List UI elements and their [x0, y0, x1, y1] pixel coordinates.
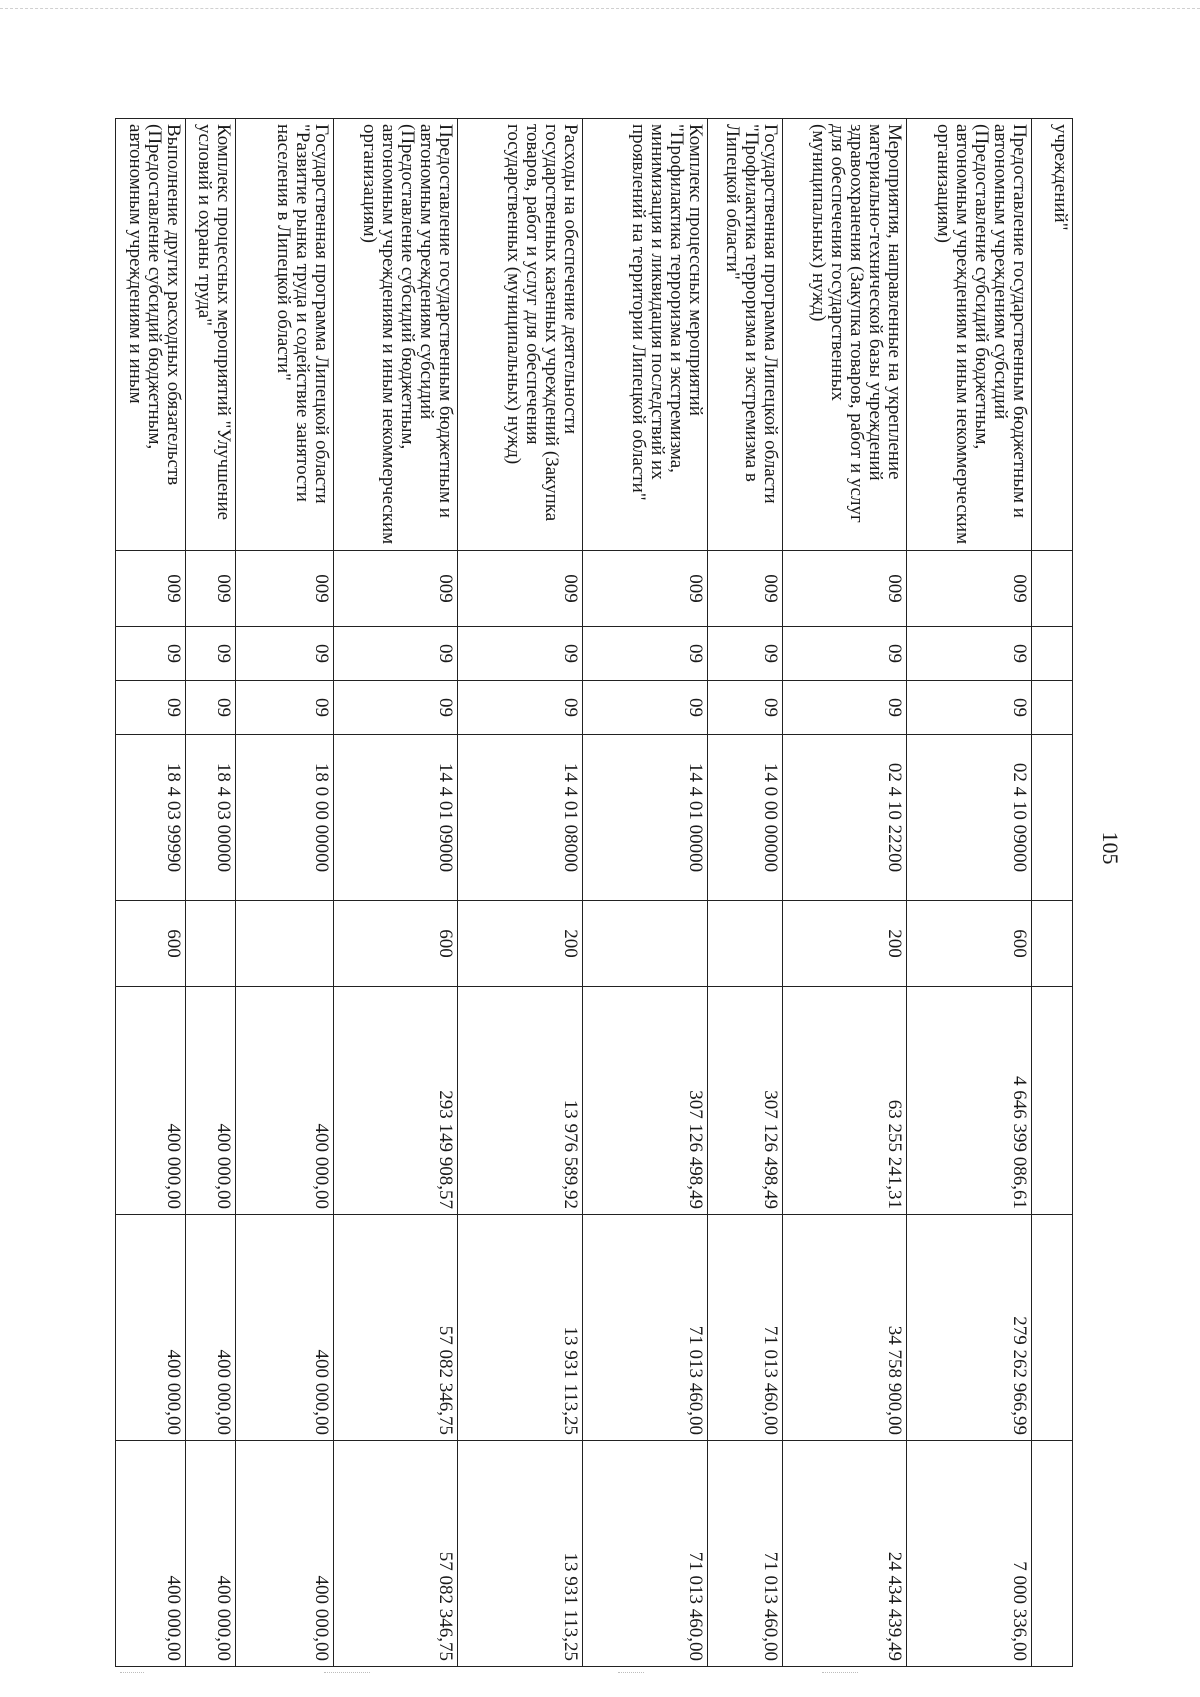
- row-amount-2: 400 000,00: [186, 1215, 236, 1441]
- row-section: 09: [186, 627, 236, 681]
- row-amount-1: 307 126 498,49: [583, 987, 708, 1215]
- row-expense-type: 200: [782, 901, 907, 987]
- row-org-code: 009: [236, 551, 334, 627]
- row-subsection: 09: [116, 681, 186, 735]
- row-section: 09: [782, 627, 907, 681]
- row-expense-type: 200: [458, 901, 583, 987]
- row-amount-1: 307 126 498,49: [707, 987, 782, 1215]
- row-expense-type: 600: [333, 901, 458, 987]
- row-section: 09: [907, 627, 1032, 681]
- row-subsection: 09: [907, 681, 1032, 735]
- row-amount-3: 13 931 113,25: [458, 1441, 583, 1667]
- row-expense-type: 600: [907, 901, 1032, 987]
- table-row: [1032, 119, 1073, 1667]
- row-org-code: 009: [707, 551, 782, 627]
- table-row: [458, 119, 583, 1667]
- row-amount-2: 400 000,00: [236, 1215, 334, 1441]
- row-section: 09: [236, 627, 334, 681]
- row-org-code: 009: [186, 551, 236, 627]
- row-amount-1: 400 000,00: [186, 987, 236, 1215]
- row-org-code: 009: [907, 551, 1032, 627]
- row-amount-3: 400 000,00: [116, 1441, 186, 1667]
- table-row: [707, 119, 782, 1667]
- row-name: Предоставление государственным бюджетным и автономным учреждениям субсидий (Предоставление субсидий бюджетным, автономным учреждениям и иным некоммерческим организациям): [333, 119, 458, 551]
- row-subsection: 09: [583, 681, 708, 735]
- row-subsection: 09: [707, 681, 782, 735]
- row-section: [1032, 627, 1073, 681]
- row-amount-3: 24 434 439,49: [782, 1441, 907, 1667]
- row-target-code: [1032, 735, 1073, 901]
- row-name: Государственная программа Липецкой области "Профилактика терроризма и экстремизма в Липецкой области": [707, 119, 782, 551]
- row-amount-1: 400 000,00: [116, 987, 186, 1215]
- scan-bottom-marks: [110, 1672, 1090, 1674]
- row-amount-1: 13 976 589,92: [458, 987, 583, 1215]
- row-section: 09: [458, 627, 583, 681]
- row-target-code: 02 4 10 09000: [907, 735, 1032, 901]
- row-org-code: 009: [116, 551, 186, 627]
- row-target-code: 14 4 01 00000: [583, 735, 708, 901]
- row-amount-2: 34 758 900,00: [782, 1215, 907, 1441]
- row-subsection: 09: [186, 681, 236, 735]
- row-section: 09: [583, 627, 708, 681]
- row-target-code: 14 4 01 09000: [333, 735, 458, 901]
- row-subsection: 09: [236, 681, 334, 735]
- row-amount-1: 400 000,00: [236, 987, 334, 1215]
- row-target-code: 14 0 00 00000: [707, 735, 782, 901]
- row-amount-3: 71 013 460,00: [707, 1441, 782, 1667]
- row-subsection: 09: [333, 681, 458, 735]
- row-expense-type: [236, 901, 334, 987]
- budget-table-body: [116, 119, 1073, 1667]
- row-amount-3: 400 000,00: [186, 1441, 236, 1667]
- row-expense-type: [1032, 901, 1073, 987]
- row-org-code: [1032, 551, 1073, 627]
- row-target-code: 18 0 00 00000: [236, 735, 334, 901]
- row-section: 09: [707, 627, 782, 681]
- row-name: Предоставление государственным бюджетным и автономным учреждениям субсидий (Предоставление субсидий бюджетным, автономным учреждениям и иным некоммерческим организациям): [907, 119, 1032, 551]
- row-amount-1: 4 646 399 086,61: [907, 987, 1032, 1215]
- row-target-code: 18 4 03 99990: [116, 735, 186, 901]
- budget-table-container: [115, 118, 1073, 1666]
- table-row: [583, 119, 708, 1667]
- table-row: [116, 119, 186, 1667]
- table-row: [186, 119, 236, 1667]
- row-name: Комплекс процессных мероприятий "Улучшение условий и охраны труда": [186, 119, 236, 551]
- row-subsection: [1032, 681, 1073, 735]
- table-row: [236, 119, 334, 1667]
- row-amount-3: [1032, 1441, 1073, 1667]
- row-target-code: 14 4 01 08000: [458, 735, 583, 901]
- row-subsection: 09: [458, 681, 583, 735]
- row-amount-3: 71 013 460,00: [583, 1441, 708, 1667]
- table-row: [907, 119, 1032, 1667]
- row-amount-2: 13 931 113,25: [458, 1215, 583, 1441]
- row-amount-3: 57 082 346,75: [333, 1441, 458, 1667]
- row-amount-1: [1032, 987, 1073, 1215]
- row-subsection: 09: [782, 681, 907, 735]
- row-amount-3: 7 000 336,00: [907, 1441, 1032, 1667]
- row-amount-3: 400 000,00: [236, 1441, 334, 1667]
- row-section: 09: [333, 627, 458, 681]
- row-org-code: 009: [583, 551, 708, 627]
- row-amount-2: 71 013 460,00: [707, 1215, 782, 1441]
- row-name: Расходы на обеспечение деятельности государственных казенных учреждений (Закупка товаров, работ и услуг для обеспечения государственных (муниципальных) нужд): [458, 119, 583, 551]
- row-amount-2: 57 082 346,75: [333, 1215, 458, 1441]
- row-amount-1: 63 255 241,31: [782, 987, 907, 1215]
- scan-edge-line: [0, 8, 1200, 9]
- row-expense-type: 600: [116, 901, 186, 987]
- row-amount-2: 400 000,00: [116, 1215, 186, 1441]
- row-org-code: 009: [333, 551, 458, 627]
- row-name: Комплекс процессных мероприятий "Профилактика терроризма и экстремизма, минимизация и ликвидация последствий их проявлений на территории Липецкой области": [583, 119, 708, 551]
- row-name: Государственная программа Липецкой области "Развитие рынка труда и содействие занятости населения в Липецкой области": [236, 119, 334, 551]
- page-number: 105: [1098, 831, 1123, 865]
- row-name: Выполнение других расходных обязательств (Предоставление субсидий бюджетным, автономным учреждениям и иным: [116, 119, 186, 551]
- row-name: Мероприятия, направленные на укрепление материально-технической базы учреждений здравоохранения (Закупка товаров, работ и услуг для обеспечения государственных (муниципальных) нужд): [782, 119, 907, 551]
- row-expense-type: [583, 901, 708, 987]
- row-name: учреждений": [1032, 119, 1073, 551]
- row-section: 09: [116, 627, 186, 681]
- row-target-code: 18 4 03 00000: [186, 735, 236, 901]
- row-org-code: 009: [782, 551, 907, 627]
- row-expense-type: [707, 901, 782, 987]
- row-target-code: 02 4 10 22200: [782, 735, 907, 901]
- row-amount-1: 293 149 908,57: [333, 987, 458, 1215]
- table-row: [333, 119, 458, 1667]
- row-expense-type: [186, 901, 236, 987]
- budget-table: [115, 118, 1073, 1667]
- table-row: [782, 119, 907, 1667]
- row-amount-2: [1032, 1215, 1073, 1441]
- row-amount-2: 279 262 966,99: [907, 1215, 1032, 1441]
- row-amount-2: 71 013 460,00: [583, 1215, 708, 1441]
- row-org-code: 009: [458, 551, 583, 627]
